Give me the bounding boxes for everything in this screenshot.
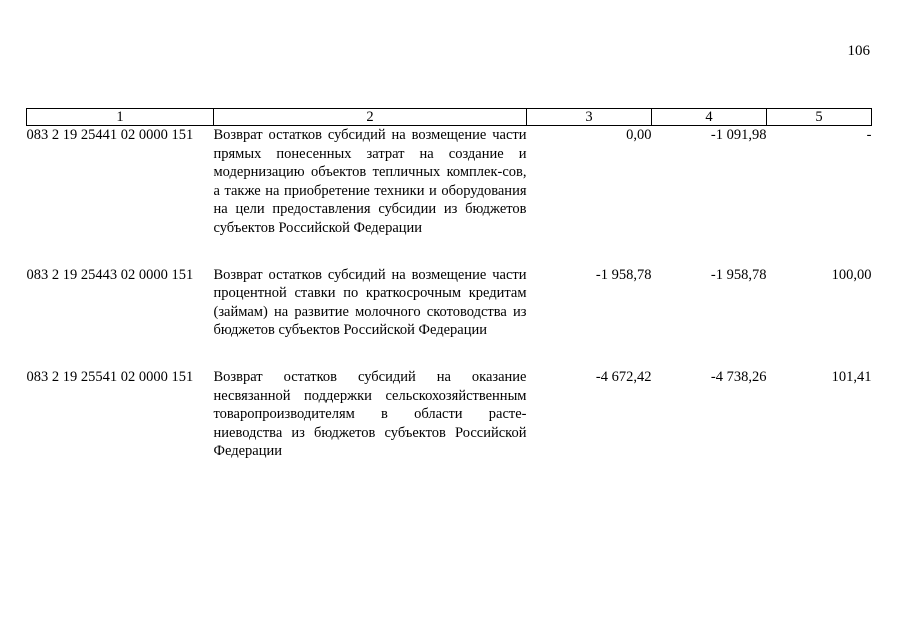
table-row <box>27 368 872 489</box>
page-number: 106 <box>847 43 870 59</box>
column-header-2: 2 <box>214 109 527 126</box>
row-code: 083 2 19 25441 02 0000 151 <box>26 127 194 143</box>
column-header-3: 3 <box>527 109 652 126</box>
budget-table <box>26 108 872 489</box>
row-code: 083 2 19 25541 02 0000 151 <box>26 368 194 385</box>
column-header-4: 4 <box>652 109 767 126</box>
row-col3-value: -1 958,78 <box>595 266 652 283</box>
row-col5-value: 100,00 <box>831 266 872 283</box>
row-code: 083 2 19 25443 02 0000 151 <box>26 266 194 283</box>
column-header-5: 5 <box>767 109 872 126</box>
row-col3-value: 0,00 <box>626 127 652 143</box>
row-col4-value: -4 738,26 <box>710 368 767 385</box>
column-header-1: 1 <box>27 109 214 126</box>
row-col3-value: -4 672,42 <box>595 368 652 385</box>
table-row <box>27 126 872 266</box>
row-col4-value: -1 958,78 <box>710 266 767 283</box>
row-col5-value: - <box>866 127 872 143</box>
row-col4-value: -1 091,98 <box>710 127 767 143</box>
table-header-row <box>27 109 872 126</box>
row-description: Возврат остатков субсидий на возмещение части прямых понесенных затрат на создание и модернизацию объектов тепличных комплек-сов, а также на приобретение техники и оборудования на цели предоставления субсидии из бюджетов субъектов Российской Федерации <box>213 127 527 236</box>
table-row <box>27 266 872 368</box>
row-description: Возврат остатков субсидий на оказание несвязанной поддержки сельскохозяйственным товаропроизводителям в области расте-ниеводства из бюджетов субъектов Российской Федерации <box>213 368 527 460</box>
row-description: Возврат остатков субсидий на возмещение части процентной ставки по краткосрочным кредитам (займам) на развитие молочного скотоводства из бюджетов субъектов Российской Федерации <box>213 266 527 339</box>
row-col5-value: 101,41 <box>831 368 872 385</box>
